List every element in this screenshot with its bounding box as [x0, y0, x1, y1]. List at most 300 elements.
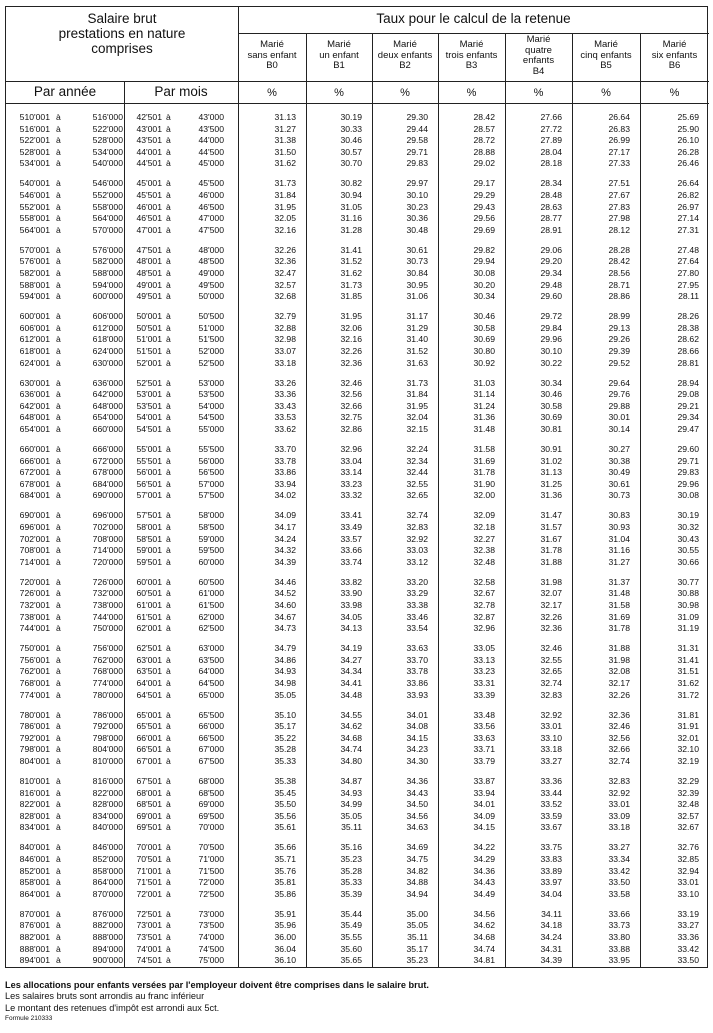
- rate-b3: 33.31: [473, 678, 495, 688]
- rate-b4: 31.25: [540, 478, 562, 489]
- monthly-to: 53'000: [198, 377, 224, 388]
- range-separator: à: [166, 510, 171, 521]
- monthly-to: 53'500: [198, 389, 224, 400]
- rate-b5: 33.58: [608, 888, 630, 899]
- table-row: [6, 842, 709, 853]
- annual-from: 606'001: [19, 322, 50, 333]
- rate-b4: 27.89: [540, 135, 562, 146]
- range-separator: à: [56, 268, 61, 278]
- rate-b0: 33.94: [274, 478, 296, 489]
- annual-to: 744'000: [92, 611, 123, 622]
- annual-to: 780'000: [92, 689, 123, 700]
- table-row: [6, 213, 709, 224]
- rate-b4: 29.96: [540, 334, 562, 345]
- annual-to: 624'000: [92, 346, 123, 356]
- rate-b0: 34.98: [274, 678, 296, 688]
- monthly-to: 64'000: [198, 666, 224, 677]
- annual-to: 858'000: [92, 865, 123, 876]
- rate-b0: 32.36: [274, 256, 296, 267]
- table-row: [6, 358, 709, 369]
- monthly-from: 42'501: [136, 112, 162, 122]
- rate-b0: 34.73: [274, 623, 296, 634]
- annual-to: 684'000: [92, 478, 123, 489]
- table-row: [6, 557, 709, 568]
- rate-b2: 33.12: [406, 556, 428, 567]
- range-separator: à: [166, 822, 171, 833]
- range-separator: à: [166, 178, 171, 189]
- annual-to: 774'000: [92, 678, 123, 688]
- rate-b3: 31.14: [473, 389, 495, 400]
- rate-b6: 29.83: [677, 467, 699, 478]
- rate-b4: 33.67: [540, 822, 562, 833]
- monthly-to: 74'000: [198, 932, 224, 942]
- annual-to: 738'000: [92, 600, 123, 610]
- rate-b1: 34.74: [340, 744, 362, 755]
- rate-b0: 34.46: [274, 576, 296, 587]
- rate-b4: 30.10: [540, 346, 562, 356]
- range-separator: à: [56, 776, 61, 786]
- table-row: [6, 522, 709, 533]
- rate-b4: 33.75: [540, 842, 562, 853]
- rate-b4: 31.57: [540, 522, 562, 532]
- range-separator: à: [166, 600, 171, 610]
- range-separator: à: [56, 478, 61, 489]
- rate-b6: 26.97: [677, 201, 699, 212]
- rate-b0: 35.22: [274, 732, 296, 743]
- table-row: [6, 920, 709, 931]
- rate-b4: 31.98: [540, 576, 562, 587]
- rate-b1: 34.19: [340, 643, 362, 654]
- table-row: [6, 721, 709, 732]
- monthly-to: 50'500: [198, 311, 224, 322]
- rate-b5: 33.66: [608, 908, 630, 919]
- rate-b6: 27.64: [677, 256, 699, 267]
- per-month-header: Par mois: [154, 84, 208, 99]
- rate-b6: 33.42: [677, 943, 699, 954]
- rate-b1: 34.62: [340, 721, 362, 732]
- rate-b5: 31.98: [608, 654, 630, 665]
- table-row: [6, 412, 709, 423]
- rate-b2: 29.30: [406, 112, 428, 122]
- table-row: [6, 612, 709, 623]
- rate-b6: 27.95: [677, 279, 699, 290]
- rate-b4: 34.39: [540, 955, 562, 966]
- table-row: [6, 623, 709, 634]
- rate-b1: 35.65: [340, 955, 362, 966]
- monthly-to: 65'500: [198, 709, 224, 720]
- annual-from: 732'001: [19, 600, 50, 610]
- range-separator: à: [166, 865, 171, 876]
- rate-b2: 34.15: [406, 732, 428, 743]
- rate-b6: 27.14: [677, 213, 699, 224]
- annual-to: 576'000: [92, 244, 123, 255]
- table-row: [6, 643, 709, 654]
- table-row: [6, 932, 709, 943]
- range-separator: à: [166, 588, 171, 599]
- rate-b2: 29.83: [406, 158, 428, 169]
- monthly-from: 46'001: [136, 201, 162, 212]
- rate-b2: 29.97: [406, 178, 428, 189]
- rate-b0: 35.28: [274, 744, 296, 755]
- rate-b2: 33.78: [406, 666, 428, 677]
- annual-to: 660'000: [92, 424, 123, 434]
- monthly-to: 56'000: [198, 455, 224, 466]
- monthly-from: 55'001: [136, 444, 162, 454]
- percent-unit-b6: %: [669, 87, 680, 99]
- monthly-to: 47'000: [198, 213, 224, 224]
- annual-to: 558'000: [92, 201, 123, 212]
- annual-to: 768'000: [92, 666, 123, 677]
- rate-b2: 35.05: [406, 920, 428, 931]
- range-separator: à: [166, 444, 171, 454]
- range-separator: à: [166, 455, 171, 466]
- table-row: [6, 534, 709, 545]
- rate-b3: 34.09: [473, 810, 495, 821]
- annual-to: 516'000: [92, 112, 123, 122]
- monthly-from: 58'001: [136, 522, 162, 532]
- range-separator: à: [56, 256, 61, 267]
- annual-from: 804'001: [19, 756, 50, 766]
- monthly-to: 64'500: [198, 678, 224, 688]
- monthly-to: 60'000: [198, 556, 224, 567]
- annual-from: 726'001: [19, 588, 50, 599]
- monthly-from: 59'501: [136, 556, 162, 567]
- range-separator: à: [166, 123, 171, 134]
- annual-to: 732'000: [92, 588, 123, 599]
- rate-b5: 32.83: [608, 776, 630, 786]
- rate-b5: 31.88: [608, 643, 630, 654]
- table-row: [6, 479, 709, 490]
- rate-b6: 29.21: [677, 400, 699, 411]
- percent-unit-b0: %: [267, 87, 277, 99]
- rate-b1: 35.28: [340, 865, 362, 876]
- annual-from: 816'001: [19, 787, 50, 798]
- annual-to: 648'000: [92, 400, 123, 411]
- annual-from: 684'001: [19, 490, 50, 501]
- rate-b3: 34.01: [473, 799, 495, 810]
- rate-b1: 32.75: [340, 412, 362, 423]
- table-row: [6, 401, 709, 412]
- rate-b2: 30.48: [406, 224, 428, 235]
- rate-b3: 31.78: [473, 467, 495, 478]
- annual-from: 564'001: [19, 224, 50, 235]
- rate-b2: 32.83: [406, 522, 428, 532]
- rate-b5: 29.26: [608, 334, 630, 345]
- monthly-from: 54'001: [136, 412, 162, 423]
- monthly-to: 62'500: [198, 623, 224, 634]
- monthly-to: 67'000: [198, 744, 224, 755]
- rate-b1: 33.49: [340, 522, 362, 532]
- rate-b2: 30.10: [406, 190, 428, 200]
- range-separator: à: [56, 689, 61, 700]
- range-separator: à: [56, 213, 61, 224]
- range-separator: à: [166, 279, 171, 290]
- rate-b4: 31.47: [540, 510, 562, 521]
- rate-b2: 33.86: [406, 678, 428, 688]
- table-row: [6, 799, 709, 810]
- rate-b3: 29.29: [473, 190, 495, 200]
- monthly-to: 51'000: [198, 322, 224, 333]
- rate-b1: 35.16: [340, 842, 362, 853]
- rate-b3: 32.96: [473, 623, 495, 634]
- range-separator: à: [166, 545, 171, 556]
- annual-to: 840'000: [92, 822, 123, 833]
- rate-b6: 29.47: [677, 424, 699, 434]
- range-separator: à: [56, 400, 61, 411]
- range-separator: à: [166, 201, 171, 212]
- rate-b2: 34.08: [406, 721, 428, 732]
- rate-b0: 32.98: [274, 334, 296, 345]
- rate-b6: 29.96: [677, 478, 699, 489]
- range-separator: à: [166, 522, 171, 532]
- rate-b3: 34.68: [473, 932, 495, 942]
- rate-b3: 29.02: [473, 158, 495, 169]
- range-separator: à: [56, 744, 61, 755]
- footer-note-allowances: Les allocations pour enfants versées par l'employeur doivent être comprises dans le salaire brut.: [5, 980, 429, 990]
- range-separator: à: [56, 932, 61, 942]
- rate-b3: 31.69: [473, 455, 495, 466]
- range-separator: à: [56, 322, 61, 333]
- annual-from: 624'001: [19, 357, 50, 368]
- range-separator: à: [166, 400, 171, 411]
- range-separator: à: [166, 943, 171, 954]
- range-separator: à: [166, 533, 171, 544]
- rate-b2: 32.34: [406, 455, 428, 466]
- monthly-from: 56'001: [136, 467, 162, 478]
- rate-b2: 29.44: [406, 123, 428, 134]
- annual-to: 612'000: [92, 322, 123, 333]
- annual-from: 750'001: [19, 643, 50, 654]
- rate-b2: 33.46: [406, 611, 428, 622]
- rate-b0: 34.86: [274, 654, 296, 665]
- rate-b4: 29.60: [540, 291, 562, 302]
- monthly-from: 67'001: [136, 756, 162, 766]
- range-separator: à: [56, 955, 61, 966]
- rate-b6: 26.82: [677, 190, 699, 200]
- table-row: [6, 268, 709, 279]
- annual-to: 642'000: [92, 389, 123, 400]
- rate-b0: 33.86: [274, 467, 296, 478]
- monthly-from: 62'001: [136, 623, 162, 634]
- range-separator: à: [56, 291, 61, 302]
- rate-b5: 29.76: [608, 389, 630, 400]
- annual-to: 816'000: [92, 776, 123, 786]
- rate-b6: 31.72: [677, 689, 699, 700]
- annual-to: 810'000: [92, 756, 123, 766]
- rate-b1: 32.86: [340, 424, 362, 434]
- table-row: [6, 256, 709, 267]
- annual-to: 600'000: [92, 291, 123, 302]
- monthly-from: 46'501: [136, 213, 162, 224]
- annual-from: 828'001: [19, 810, 50, 821]
- rate-b6: 28.11: [678, 291, 699, 302]
- table-row: [6, 822, 709, 833]
- rate-b2: 35.11: [407, 932, 428, 942]
- rate-b1: 34.80: [340, 756, 362, 766]
- range-separator: à: [56, 732, 61, 743]
- rate-b4: 33.52: [540, 799, 562, 810]
- rate-b4: 29.84: [540, 322, 562, 333]
- rate-b4: 29.72: [540, 311, 562, 322]
- annual-to: 828'000: [92, 799, 123, 810]
- rate-b5: 33.01: [608, 799, 630, 810]
- monthly-from: 61'501: [136, 611, 162, 622]
- range-separator: à: [166, 920, 171, 931]
- rate-b4: 30.22: [540, 357, 562, 368]
- rate-b5: 31.16: [608, 545, 630, 556]
- rate-b6: 32.94: [677, 865, 699, 876]
- rate-b0: 32.16: [274, 224, 296, 235]
- range-separator: à: [166, 678, 171, 688]
- rate-b1: 33.04: [340, 455, 362, 466]
- monthly-to: 46'000: [198, 190, 224, 200]
- rate-b6: 30.98: [677, 600, 699, 610]
- rate-b3: 34.15: [473, 822, 495, 833]
- monthly-from: 72'501: [136, 908, 162, 919]
- monthly-from: 66'001: [136, 732, 162, 743]
- rate-b4: 30.69: [540, 412, 562, 423]
- range-separator: à: [56, 721, 61, 732]
- rate-b1: 31.41: [340, 244, 362, 255]
- rate-b3: 33.87: [473, 776, 495, 786]
- rate-b1: 35.11: [341, 822, 362, 833]
- rate-b3: 34.56: [473, 908, 495, 919]
- monthly-to: 54'500: [198, 412, 224, 423]
- range-separator: à: [166, 776, 171, 786]
- percent-unit-b4: %: [533, 87, 544, 99]
- rate-b3: 33.05: [473, 643, 495, 654]
- range-separator: à: [166, 666, 171, 677]
- rate-b2: 34.82: [406, 865, 428, 876]
- rate-b1: 33.74: [340, 556, 362, 567]
- table-row: [6, 378, 709, 389]
- range-separator: à: [166, 908, 171, 919]
- table-row: [6, 389, 709, 400]
- rate-b3: 31.36: [473, 412, 495, 423]
- range-separator: à: [166, 709, 171, 720]
- rate-b4: 34.11: [541, 908, 562, 919]
- rate-b0: 35.86: [274, 888, 296, 899]
- rate-b3: 32.27: [473, 533, 495, 544]
- category-header-b1: Marié un enfant B1: [319, 39, 359, 71]
- monthly-from: 62'501: [136, 643, 162, 654]
- rate-b2: 34.56: [406, 810, 428, 821]
- rate-b6: 28.38: [677, 322, 699, 333]
- rate-b3: 34.36: [473, 865, 495, 876]
- rate-b1: 35.05: [340, 810, 362, 821]
- annual-from: 528'001: [19, 146, 50, 157]
- rate-b3: 33.63: [473, 732, 495, 743]
- range-separator: à: [166, 854, 171, 864]
- monthly-to: 49'500: [198, 279, 224, 290]
- annual-from: 834'001: [19, 822, 50, 833]
- rate-b5: 33.50: [608, 877, 630, 888]
- range-separator: à: [56, 455, 61, 466]
- rate-b0: 34.32: [274, 545, 296, 556]
- rate-b6: 31.62: [677, 678, 699, 688]
- rate-b5: 29.64: [608, 377, 630, 388]
- table-row: [6, 346, 709, 357]
- rate-b1: 32.36: [340, 357, 362, 368]
- rate-b4: 33.18: [540, 744, 562, 755]
- rate-b2: 32.92: [406, 533, 428, 544]
- range-separator: à: [166, 190, 171, 200]
- annual-to: 618'000: [92, 334, 123, 345]
- rate-b3: 28.57: [473, 123, 495, 134]
- table-row: [6, 577, 709, 588]
- rate-b5: 27.51: [608, 178, 630, 189]
- table-row: [6, 710, 709, 721]
- rate-b5: 30.83: [608, 510, 630, 521]
- table-row: [6, 776, 709, 787]
- table-row: [6, 135, 709, 146]
- rate-b6: 29.34: [677, 412, 699, 423]
- rate-b0: 33.53: [274, 412, 296, 423]
- annual-to: 882'000: [92, 920, 123, 931]
- monthly-to: 72'500: [198, 888, 224, 899]
- range-separator: à: [166, 643, 171, 654]
- monthly-to: 58'000: [198, 510, 224, 521]
- rate-b6: 33.27: [677, 920, 699, 931]
- monthly-to: 72'000: [198, 877, 224, 888]
- category-header-b3: Marié trois enfants B3: [445, 39, 498, 71]
- range-separator: à: [56, 877, 61, 888]
- rate-b3: 29.17: [473, 178, 495, 189]
- rate-b0: 32.05: [274, 213, 296, 224]
- rate-b0: 35.10: [274, 709, 296, 720]
- monthly-from: 54'501: [136, 424, 162, 434]
- table-row: [6, 467, 709, 478]
- monthly-to: 52'000: [198, 346, 224, 356]
- rate-b1: 32.46: [340, 377, 362, 388]
- rate-b0: 33.07: [274, 346, 296, 356]
- rate-b5: 29.52: [608, 357, 630, 368]
- annual-to: 522'000: [92, 123, 123, 134]
- range-separator: à: [166, 224, 171, 235]
- range-separator: à: [56, 854, 61, 864]
- rate-b3: 31.24: [473, 400, 495, 411]
- rate-b6: 32.01: [677, 732, 699, 743]
- table-row: [6, 178, 709, 189]
- annual-from: 672'001: [19, 467, 50, 478]
- rate-b3: 31.48: [473, 424, 495, 434]
- table-row: [6, 124, 709, 135]
- monthly-to: 43'000: [198, 112, 224, 122]
- rate-b5: 30.49: [608, 467, 630, 478]
- rate-b4: 32.74: [540, 678, 562, 688]
- range-separator: à: [56, 533, 61, 544]
- rate-b3: 32.78: [473, 600, 495, 610]
- rate-b6: 30.55: [677, 545, 699, 556]
- annual-to: 582'000: [92, 256, 123, 267]
- rate-b1: 33.41: [340, 510, 362, 521]
- range-separator: à: [166, 146, 171, 157]
- annual-to: 894'000: [92, 943, 123, 954]
- range-separator: à: [166, 689, 171, 700]
- row-divider: [6, 81, 709, 82]
- annual-to: 804'000: [92, 744, 123, 755]
- annual-to: 750'000: [92, 623, 123, 634]
- range-separator: à: [56, 842, 61, 853]
- range-separator: à: [56, 389, 61, 400]
- rate-b0: 33.62: [274, 424, 296, 434]
- rate-b0: 35.76: [274, 865, 296, 876]
- rate-b0: 31.27: [274, 123, 296, 134]
- range-separator: à: [166, 623, 171, 634]
- rate-b5: 31.78: [608, 623, 630, 634]
- annual-from: 720'001: [19, 576, 50, 587]
- rate-b5: 30.73: [608, 490, 630, 501]
